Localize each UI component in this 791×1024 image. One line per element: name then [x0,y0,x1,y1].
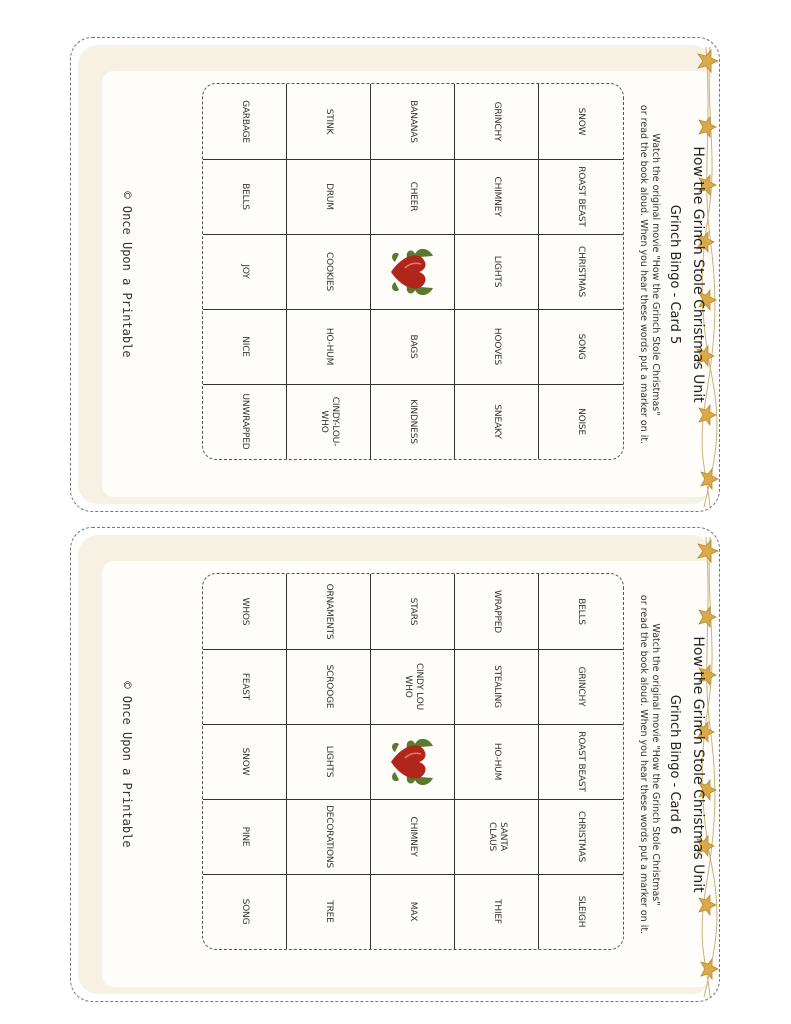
bingo-cell: SNOW [240,747,251,776]
card-title: Grinch Bingo - Card 6 [667,694,682,835]
bingo-grid [202,83,624,460]
bingo-cell: LIGHTS [492,255,503,288]
bingo-cell: PINE [240,826,251,847]
instructions-line-2: or read the book aloud. When you hear these words put a marker on it. [638,104,649,445]
bingo-cell: HOOVES [492,327,503,366]
bingo-cell: SANTA CLAUS [487,822,508,851]
bingo-cell: UNWRAPPED [240,393,251,450]
card-content [70,527,720,1002]
bingo-cell: MAX [408,901,419,922]
bingo-cell: CHEER [408,181,419,212]
bingo-cell: GRINCHY [492,101,503,142]
bingo-cell: COOKIES [324,251,335,291]
instructions [637,527,661,1002]
bingo-cell: JOY [240,264,251,279]
bingo-cell: GRINCHY [576,666,587,707]
bingo-cell: STINK [324,108,335,135]
bingo-card-6 [70,527,720,1002]
bingo-cell: ROAST BEAST [576,731,587,792]
bingo-cell: SONG [576,333,587,360]
bingo-cell: WRAPPED [492,589,503,633]
instructions-line-1: Watch the original movie "How the Grinch Stole Christmas" [650,133,661,416]
unit-title: How the Grinch Stole Christmas Unit [690,146,706,403]
bingo-cell: CHRISTMAS [576,810,587,862]
bingo-cell: BAGS [408,334,419,359]
bingo-cell: SCROOGE [324,664,335,709]
bingo-cell: HO-HUM [324,327,335,366]
bingo-cell: SLEIGH [576,895,587,928]
bingo-cell: KINDNESS [408,399,419,444]
bingo-cell: STARS [408,597,419,626]
bingo-cell: CHIMNEY [492,176,503,217]
bingo-cell: CHRISTMAS [576,245,587,297]
bingo-cell: BELLS [576,598,587,625]
instructions-line-1: Watch the original movie "How the Grinch Stole Christmas" [650,623,661,906]
bingo-cell: CINDY LOU WHO [403,662,424,711]
bingo-cell: NICE [240,336,251,357]
bingo-cell: TREE [324,900,335,923]
bingo-cell: DRUM [324,183,335,210]
bingo-cell: FEAST [240,672,251,701]
bingo-cell: ORNAMENTS [324,583,335,640]
bingo-cell: THIEF [492,899,503,924]
free-space [371,234,455,309]
free-space [371,724,455,799]
unit-title: How the Grinch Stole Christmas Unit [690,636,706,893]
bingo-grid [202,573,624,950]
bingo-cell: SONG [240,898,251,925]
bingo-cell: WHOS [240,597,251,626]
bingo-card-5 [70,37,720,512]
bingo-cell: CHIMNEY [408,816,419,857]
bingo-cell: HO-HUM [492,742,503,781]
bingo-cell: SNEAKY [492,404,503,439]
heart-ornament-icon [383,732,443,792]
bingo-cell: CINDY-LOU-WHO [319,396,340,447]
bingo-cell: STEALING [492,665,503,708]
credit-text: © Once Upon a Printable [120,681,134,848]
bingo-cell: DECORATIONS [324,805,335,868]
instructions-line-2: or read the book aloud. When you hear these words put a marker on it. [638,594,649,935]
credit-text: © Once Upon a Printable [120,191,134,358]
instructions [637,37,661,512]
bingo-cell: LIGHTS [324,745,335,778]
bingo-cell: ROAST BEAST [576,166,587,227]
bingo-cell: GARBAGE [240,100,251,143]
bingo-cell: SNOW [576,107,587,136]
bingo-cell: NOISE [576,408,587,435]
bingo-cell: BANANAS [408,100,419,143]
card-content [70,37,720,512]
bingo-cell: BELLS [240,183,251,210]
card-title: Grinch Bingo - Card 5 [667,204,682,345]
heart-ornament-icon [383,242,443,302]
